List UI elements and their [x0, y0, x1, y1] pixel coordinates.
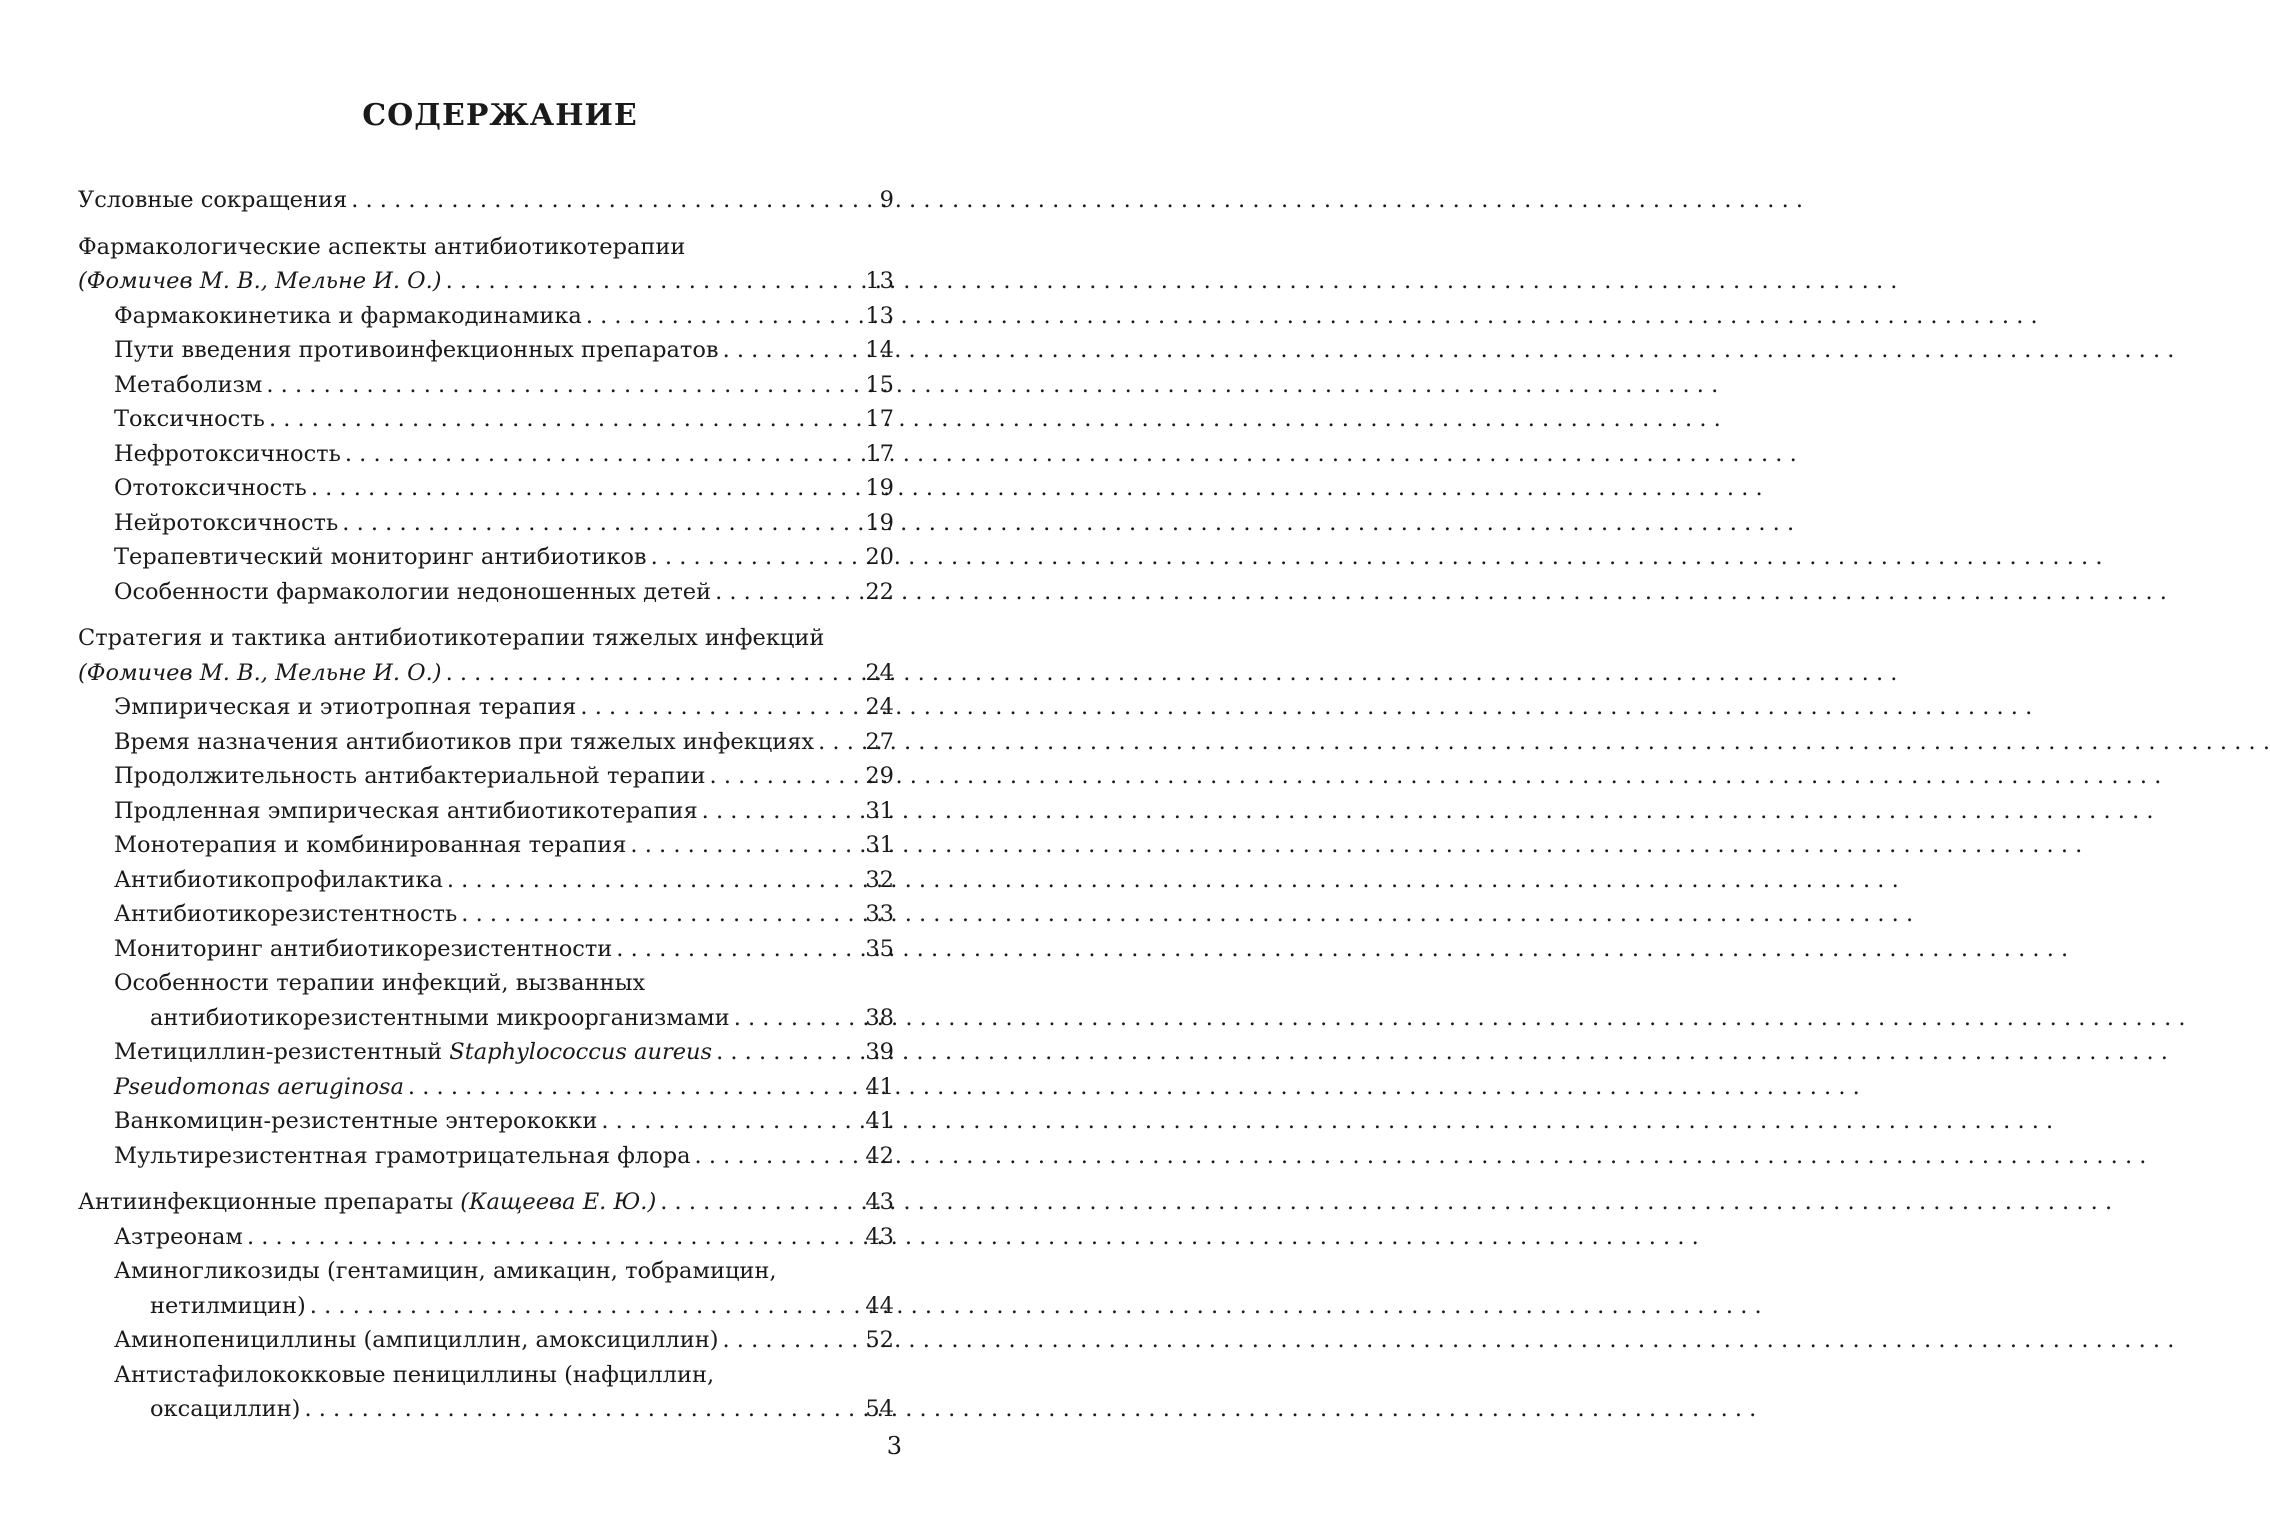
toc-section [78, 230, 894, 610]
toc-entry-text: Антиинфекционные препараты [78, 1189, 454, 1215]
toc-item[interactable] [78, 368, 894, 403]
toc-item-title: Азтреонам [114, 1223, 243, 1250]
leader-dots [723, 333, 862, 368]
toc-page-number: 38 [865, 1004, 894, 1031]
toc-page-number: 9 [879, 187, 894, 213]
toc-section-authors[interactable] [78, 264, 894, 299]
toc-page-number: 19 [865, 475, 894, 501]
toc-item-title: Фармакокинетика и фармакодинамика [114, 302, 582, 329]
leader-dots [447, 863, 861, 898]
toc-item[interactable] [78, 1001, 894, 1036]
leader-dots [408, 1070, 861, 1105]
toc-page-number: 43 [865, 1189, 894, 1215]
toc-item[interactable] [78, 402, 894, 437]
toc-item-latin-name: Pseudomonas aeruginosa [114, 1073, 404, 1100]
toc-item[interactable] [78, 794, 894, 829]
toc-item-title: Антибиотикорезистентность [114, 901, 458, 927]
toc-page-number: 19 [865, 509, 894, 536]
toc-item[interactable] [78, 1070, 894, 1105]
toc-page-number: 31 [865, 832, 894, 858]
toc-item-latin-name: Staphylococcus aureus [449, 1039, 713, 1065]
toc-item-title: Мультирезистентная грамотрицательная флора [114, 1142, 691, 1169]
toc-item-title: Ототоксичность [114, 475, 307, 501]
toc-page-number: 42 [865, 1142, 894, 1169]
toc-page-number: 24 [865, 694, 894, 720]
toc-page-number: 17 [865, 440, 894, 467]
toc-page-number: 35 [865, 935, 894, 962]
toc-item[interactable] [78, 897, 894, 932]
leader-dots [818, 725, 861, 760]
toc-item-title: Нефротоксичность [114, 440, 341, 467]
toc-page-number: 24 [865, 659, 894, 686]
toc-section [78, 183, 894, 218]
toc-item[interactable] [78, 725, 894, 760]
leader-dots [311, 471, 862, 506]
toc-item[interactable] [78, 759, 894, 794]
leader-dots [710, 759, 862, 794]
toc-page-number: 32 [865, 866, 894, 893]
toc-item[interactable] [78, 333, 894, 368]
page-title: СОДЕРЖАНИЕ [362, 98, 638, 133]
leader-dots [446, 656, 862, 691]
toc-page-number: 41 [865, 1108, 894, 1134]
toc-item-title: антибиотикорезистентными микроорганизмами [150, 1004, 730, 1031]
toc-item[interactable] [78, 863, 894, 898]
toc-page-number: 39 [865, 1039, 894, 1065]
toc-item-title: Аминопенициллины (ампициллин, амоксициллин) [114, 1327, 719, 1353]
leader-dots [734, 1001, 862, 1036]
toc-item-title: оксациллин) [150, 1396, 301, 1422]
document-page [0, 0, 1000, 1523]
toc-page-number: 13 [865, 268, 894, 294]
toc-item[interactable] [78, 932, 894, 967]
leader-dots [702, 794, 862, 829]
page-number: 3 [886, 1432, 902, 1460]
toc-item[interactable] [78, 1323, 894, 1358]
leader-dots [342, 506, 861, 541]
leader-dots [310, 1289, 862, 1324]
leader-dots [580, 690, 861, 725]
toc-page-number: 41 [865, 1073, 894, 1100]
toc-item[interactable] [78, 506, 894, 541]
toc-page-number: 31 [865, 797, 894, 824]
toc-page-number: 43 [865, 1223, 894, 1250]
toc-section-heading[interactable]: Фармакологические аспекты антибиотикотерапии [78, 233, 686, 260]
toc-page-number: 27 [865, 728, 894, 755]
toc-section [78, 621, 894, 1173]
toc-entry[interactable] [78, 183, 894, 218]
leader-dots [266, 368, 861, 403]
toc-item-title: Токсичность [114, 406, 265, 432]
toc-page-number: 54 [865, 1396, 894, 1422]
toc-authors: (Фомичев М. В., Мельне И. О.) [78, 659, 442, 686]
toc-page-number: 44 [865, 1292, 894, 1319]
toc-item-title: Время назначения антибиотиков при тяжелых инфекциях [114, 728, 815, 755]
leader-dots [446, 264, 862, 299]
toc-page-number: 20 [865, 544, 894, 570]
table-of-contents [78, 183, 894, 1439]
toc-item[interactable] [78, 690, 894, 725]
leader-dots [660, 1185, 861, 1220]
toc-page-number: 15 [865, 371, 894, 398]
toc-item-title: Продолжительность антибактериальной терапии [114, 763, 706, 789]
toc-page-number: 13 [865, 302, 894, 329]
toc-item[interactable] [78, 828, 894, 863]
toc-item[interactable] [78, 1035, 894, 1070]
toc-page-number: 17 [865, 406, 894, 432]
toc-item-title: Особенности фармакологии недоношенных детей [114, 578, 712, 605]
toc-item-title: Терапевтический мониторинг антибиотиков [114, 544, 647, 570]
leader-dots [616, 932, 861, 967]
toc-item[interactable] [78, 540, 894, 575]
toc-page-number: 29 [865, 763, 894, 789]
toc-section [78, 1185, 894, 1427]
leader-dots [715, 575, 861, 610]
leader-dots [247, 1220, 861, 1255]
toc-authors: (Кащеева Е. Ю.) [460, 1189, 657, 1215]
toc-item-title: Эмпирическая и этиотропная терапия [114, 694, 577, 720]
toc-item[interactable] [78, 575, 894, 610]
toc-item[interactable] [78, 1104, 894, 1139]
leader-dots [345, 437, 861, 472]
leader-dots [304, 1392, 861, 1427]
toc-item-line1[interactable]: Особенности терапии инфекций, вызванных [114, 970, 646, 996]
leader-dots [716, 1035, 861, 1070]
toc-entry-title [78, 1185, 656, 1220]
toc-section-authors[interactable] [78, 656, 894, 691]
toc-authors: (Фомичев М. В., Мельне И. О.) [78, 268, 442, 294]
toc-item-title: Мониторинг антибиотикорезистентности [114, 935, 613, 962]
toc-item[interactable] [78, 1220, 894, 1255]
leader-dots [351, 183, 875, 218]
toc-entry[interactable] [78, 1185, 894, 1220]
toc-item-title: Антибиотикопрофилактика [114, 866, 443, 893]
toc-item-title: Нейротоксичность [114, 509, 339, 536]
toc-item-title: Монотерапия и комбинированная терапия [114, 832, 627, 858]
toc-item[interactable] [78, 1392, 894, 1427]
toc-item-text: Метициллин-резистентный [114, 1039, 443, 1065]
toc-item[interactable] [78, 437, 894, 472]
toc-item-line1[interactable]: Аминогликозиды (гентамицин, амикацин, тобрамицин, [114, 1258, 777, 1284]
leader-dots [586, 299, 862, 334]
toc-page-number: 52 [865, 1327, 894, 1353]
toc-item-title: Пути введения противоинфекционных препаратов [114, 337, 719, 363]
leader-dots [630, 828, 861, 863]
leader-dots [461, 897, 861, 932]
toc-item[interactable] [78, 471, 894, 506]
leader-dots [695, 1139, 862, 1174]
leader-dots [722, 1323, 861, 1358]
toc-item-title [114, 1035, 712, 1070]
toc-item[interactable] [78, 299, 894, 334]
leader-dots [601, 1104, 861, 1139]
toc-item[interactable] [78, 1289, 894, 1324]
toc-page-number: 14 [865, 337, 894, 363]
toc-entry-title: Условные сокращения [78, 187, 348, 213]
leader-dots [269, 402, 861, 437]
toc-item-line1[interactable]: Антистафилококковые пенициллины (нафциллин, [114, 1361, 715, 1388]
leader-dots [651, 540, 862, 575]
toc-item-title: Ванкомицин-резистентные энтерококки [114, 1108, 598, 1134]
toc-page-number: 22 [865, 578, 894, 605]
toc-item-title: нетилмицин) [150, 1292, 306, 1319]
toc-page-number: 33 [865, 901, 894, 927]
toc-section-heading[interactable]: Стратегия и тактика антибиотикотерапии тяжелых инфекций [78, 625, 825, 651]
toc-item-title: Метаболизм [114, 371, 263, 398]
toc-item-title: Продленная эмпирическая антибиотикотерапия [114, 797, 698, 824]
toc-item[interactable] [78, 1139, 894, 1174]
